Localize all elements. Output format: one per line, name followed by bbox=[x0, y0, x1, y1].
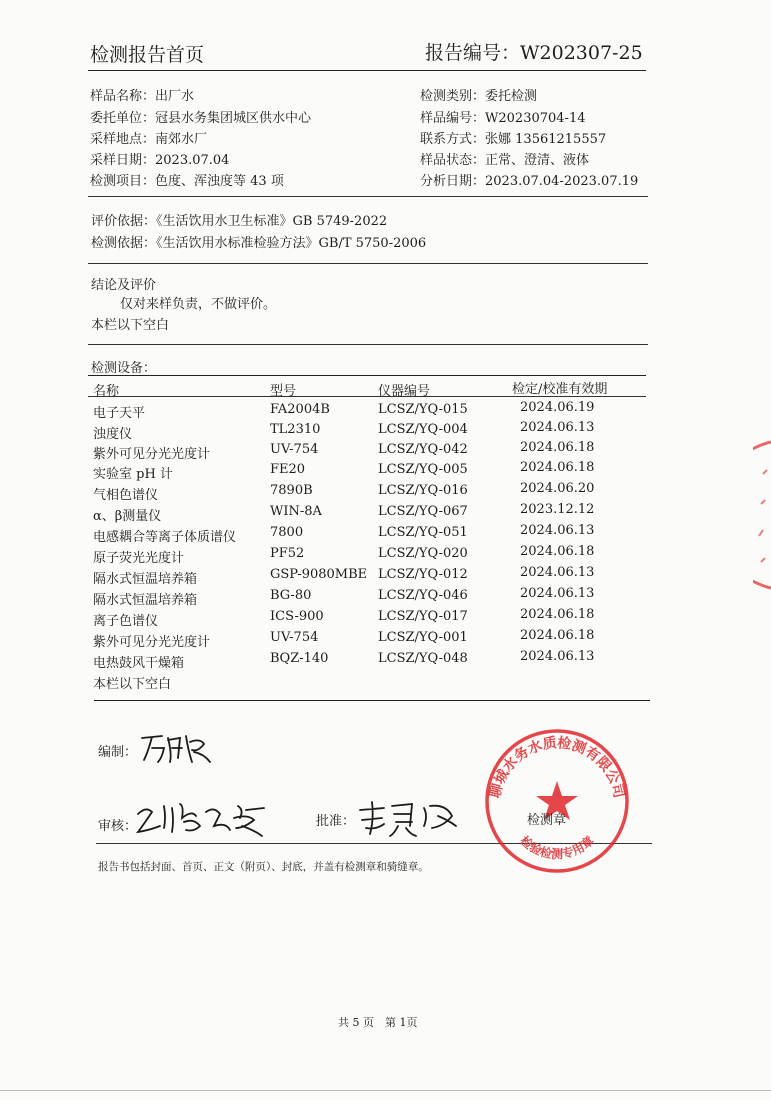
svg-text:检验检测专用章: 检验检测专用章 bbox=[517, 833, 597, 862]
evaluation-basis: 评价依据：《生活饮用水卫生标准》GB 5749-2022 bbox=[91, 214, 388, 229]
equipment-heading: 检测设备： bbox=[91, 361, 157, 376]
equipment-validity: 2024.06.18 bbox=[520, 460, 595, 475]
equipment-name: 原子荧光光度计 bbox=[93, 551, 185, 566]
conclusion-heading: 结论及评价 bbox=[91, 278, 157, 293]
equipment-name: 电感耦合等离子体质谱仪 bbox=[93, 530, 237, 545]
equipment-id: LCSZ/YQ-012 bbox=[378, 567, 468, 582]
seam-stamp-fragment bbox=[753, 440, 771, 590]
equipment-name: 电子天平 bbox=[93, 406, 146, 421]
client-unit: 委托单位：冠县水务集团城区供水中心 bbox=[90, 111, 312, 126]
contact: 联系方式：张娜 13561215557 bbox=[420, 132, 607, 147]
equipment-name: 离子色谱仪 bbox=[93, 614, 159, 629]
equipment-name: 实验室 pH 计 bbox=[93, 467, 173, 482]
inspection-seal-stamp bbox=[482, 726, 632, 876]
col-header-name: 名称 bbox=[93, 384, 120, 399]
equipment-rule bbox=[88, 375, 646, 376]
compiler-signature bbox=[138, 728, 218, 768]
equipment-model: PF52 bbox=[270, 546, 305, 561]
equipment-id: LCSZ/YQ-017 bbox=[378, 609, 468, 624]
equipment-validity: 2024.06.18 bbox=[520, 544, 595, 559]
equipment-id: LCSZ/YQ-015 bbox=[378, 402, 468, 417]
seal-label: 检测章 bbox=[527, 813, 567, 828]
equipment-name: α、β测量仪 bbox=[93, 509, 162, 524]
approver-label: 批准： bbox=[316, 814, 356, 829]
equipment-id: LCSZ/YQ-016 bbox=[378, 483, 468, 498]
equipment-model: 7800 bbox=[270, 525, 304, 540]
sample-id: 样品编号：W20230704-14 bbox=[420, 111, 586, 126]
equipment-name: 隔水式恒温培养箱 bbox=[93, 572, 198, 587]
equipment-id: LCSZ/YQ-067 bbox=[378, 504, 468, 519]
equipment-name: 隔水式恒温培养箱 bbox=[93, 593, 198, 608]
report-page-title: 检测报告首页 bbox=[90, 44, 205, 66]
svg-text:聊城水务水质检测有限公司: 聊城水务水质检测有限公司 bbox=[487, 735, 627, 800]
equipment-id: LCSZ/YQ-048 bbox=[378, 651, 468, 666]
equipment-name: 紫外可见分光光度计 bbox=[93, 447, 211, 462]
equipment-validity: 2024.06.18 bbox=[520, 628, 595, 643]
sample-name: 样品名称：出厂水 bbox=[90, 89, 195, 104]
equipment-validity: 2024.06.13 bbox=[520, 420, 595, 435]
equipment-model: FE20 bbox=[270, 462, 306, 477]
equipment-bottom-rule bbox=[94, 700, 650, 701]
analysis-date: 分析日期：2023.07.04-2023.07.19 bbox=[420, 174, 639, 189]
page-number: 共 5 页 第 1页 bbox=[338, 1016, 418, 1029]
equipment-validity: 2024.06.18 bbox=[520, 607, 595, 622]
equipment-name: 电热鼓风干燥箱 bbox=[93, 656, 185, 671]
equipment-model: WIN-8A bbox=[270, 504, 322, 519]
equipment-validity: 2024.06.13 bbox=[520, 586, 595, 601]
equipment-model: BG-80 bbox=[270, 588, 312, 603]
equipment-id: LCSZ/YQ-020 bbox=[378, 546, 468, 561]
equipment-validity: 2023.12.12 bbox=[520, 502, 595, 517]
equipment-model: TL2310 bbox=[270, 422, 321, 437]
equipment-validity: 2024.06.13 bbox=[520, 565, 595, 580]
report-footnote: 报告书包括封面、首页、正文（附页）、封底，并盖有检测章和骑缝章。 bbox=[98, 861, 429, 873]
equipment-id: LCSZ/YQ-001 bbox=[378, 630, 468, 645]
equipment-model: UV-754 bbox=[270, 630, 319, 645]
equipment-model: UV-754 bbox=[270, 442, 319, 457]
equipment-validity: 2024.06.20 bbox=[520, 481, 595, 496]
reviewer-signature bbox=[134, 796, 284, 842]
equipment-id: LCSZ/YQ-042 bbox=[378, 442, 468, 457]
equipment-blank-note: 本栏以下空白 bbox=[93, 677, 172, 692]
approver-signature bbox=[356, 796, 466, 840]
equipment-model: FA2004B bbox=[270, 402, 330, 417]
col-header-instrument-no: 仪器编号 bbox=[378, 384, 431, 399]
section-rule bbox=[88, 263, 648, 264]
equipment-id: LCSZ/YQ-051 bbox=[378, 525, 468, 540]
equipment-id: LCSZ/YQ-005 bbox=[378, 462, 468, 477]
compiler-label: 编制： bbox=[98, 745, 138, 760]
header-rule bbox=[88, 70, 646, 71]
equipment-model: ICS-900 bbox=[270, 609, 324, 624]
equipment-header-rule bbox=[88, 396, 646, 397]
report-number: 报告编号：W202307-25 bbox=[425, 42, 643, 64]
sampling-date: 采样日期：2023.07.04 bbox=[90, 153, 230, 168]
scan-edge bbox=[0, 1090, 771, 1091]
sample-status: 样品状态：正常、澄清、液体 bbox=[420, 153, 590, 168]
equipment-id: LCSZ/YQ-046 bbox=[378, 588, 468, 603]
equipment-validity: 2024.06.13 bbox=[520, 523, 595, 538]
equipment-validity: 2024.06.19 bbox=[520, 400, 595, 415]
conclusion-text: 仅对来样负责，不做评价。 bbox=[120, 297, 277, 312]
section-rule bbox=[88, 196, 648, 197]
equipment-name: 浊度仪 bbox=[93, 427, 133, 442]
sampling-site: 采样地点：南郊水厂 bbox=[90, 132, 208, 147]
test-items: 检测项目：色度、浑浊度等 43 项 bbox=[90, 174, 284, 189]
testing-basis: 检测依据：《生活饮用水标准检验方法》GB/T 5750-2006 bbox=[91, 236, 427, 251]
section-rule bbox=[88, 344, 648, 345]
col-header-validity: 检定/校准有效期 bbox=[512, 382, 608, 397]
reviewer-label: 审核： bbox=[98, 819, 138, 834]
conclusion-blank-note: 本栏以下空白 bbox=[91, 318, 170, 333]
equipment-validity: 2024.06.13 bbox=[520, 649, 595, 664]
equipment-validity: 2024.06.18 bbox=[520, 440, 595, 455]
equipment-model: BQZ-140 bbox=[270, 651, 329, 666]
equipment-name: 气相色谱仪 bbox=[93, 488, 159, 503]
equipment-model: 7890B bbox=[270, 483, 313, 498]
col-header-model: 型号 bbox=[270, 384, 297, 399]
test-category: 检测类别：委托检测 bbox=[420, 89, 538, 104]
equipment-id: LCSZ/YQ-004 bbox=[378, 422, 468, 437]
equipment-model: GSP-9080MBE bbox=[270, 567, 368, 582]
equipment-name: 紫外可见分光光度计 bbox=[93, 635, 211, 650]
